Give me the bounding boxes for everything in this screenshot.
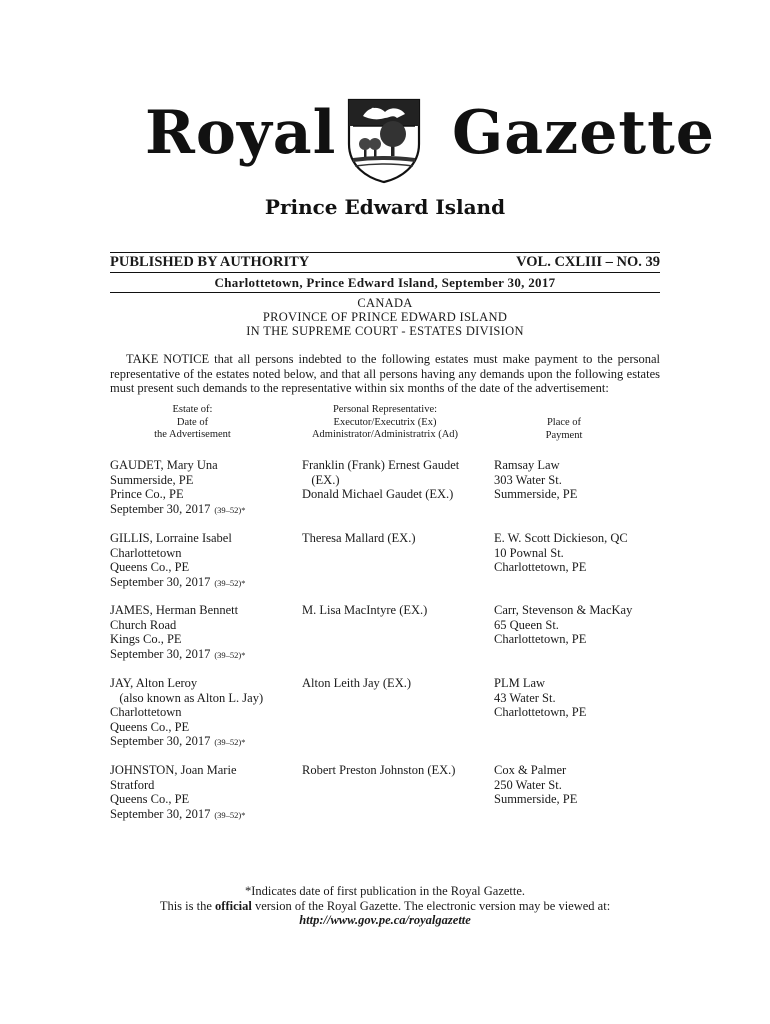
- representative-cell: [302, 763, 487, 778]
- payment-line: Charlottetown, PE: [494, 560, 587, 574]
- top-rule: [110, 252, 660, 253]
- column-header-representative-line: Personal Representative:: [332, 404, 438, 415]
- payment-line: Ramsay Law: [494, 458, 560, 472]
- payment-line: Summerside, PE: [494, 792, 578, 806]
- court-heading: [0, 296, 770, 338]
- estate-cell: [110, 676, 295, 750]
- estate-cell: [110, 458, 295, 517]
- payment-cell: [494, 603, 664, 647]
- payment-cell: [494, 763, 664, 807]
- representative-cell: [302, 458, 487, 502]
- heading-line-3: IN THE SUPREME COURT - ESTATES DIVISION: [246, 324, 524, 338]
- notice-paragraph: TAKE NOTICE that all persons indebted to the following estates must make payment to the personal representative of the estates noted below, and that all persons having any demands upon the following estates must present such demands to the representative within six months of the date of the advertisement:: [110, 352, 660, 395]
- bottom-rule: [110, 292, 660, 293]
- estate-cell: [110, 531, 295, 590]
- estate-line: Prince Co., PE: [110, 487, 184, 501]
- representative-line: Alton Leith Jay (EX.): [302, 676, 412, 690]
- masthead-subtitle: Prince Edward Island: [264, 195, 506, 219]
- publication-range: (39–52)*: [214, 649, 246, 660]
- authority-label: PUBLISHED BY AUTHORITY: [110, 254, 310, 270]
- payment-line: Charlottetown, PE: [494, 632, 587, 646]
- dateline: Charlottetown, Prince Edward Island, September 30, 2017: [214, 275, 556, 290]
- payment-line: 250 Water St.: [494, 777, 562, 792]
- column-header-estate: [110, 404, 275, 442]
- estate-line: Summerside, PE: [110, 472, 194, 487]
- representative-cell: [302, 531, 487, 546]
- representative-cell: [302, 676, 487, 691]
- footer-text: version of the Royal Gazette. The electronic version may be viewed at:: [251, 898, 611, 913]
- footer-text: This is the: [159, 898, 216, 913]
- publication-range: (39–52)*: [214, 809, 246, 820]
- heading-line-2: PROVINCE OF PRINCE EDWARD ISLAND: [262, 310, 508, 324]
- representative-line: (EX.): [302, 472, 340, 487]
- representative-line: Robert Preston Johnston (EX.): [302, 763, 456, 777]
- estate-line: Queens Co., PE: [110, 719, 190, 734]
- column-header-representative: [290, 404, 480, 442]
- estate-date: [110, 807, 295, 823]
- payment-line: 10 Pownal St.: [494, 545, 564, 560]
- column-header-payment-line: Place of: [546, 417, 582, 428]
- publication-range: (39–52)*: [214, 504, 246, 515]
- masthead: [0, 96, 770, 186]
- payment-line: Charlottetown, PE: [494, 705, 587, 719]
- representative-line: Theresa Mallard (EX.): [302, 531, 416, 545]
- payment-line: E. W. Scott Dickieson, QC: [494, 531, 628, 545]
- representative-line: Donald Michael Gaudet (EX.): [302, 487, 454, 501]
- estate-name: JAMES, Herman Bennett: [110, 603, 239, 617]
- column-header-estate-line: Date of: [176, 416, 209, 428]
- footer: [0, 884, 770, 928]
- estate-line: Kings Co., PE: [110, 632, 182, 646]
- column-header-representative-line: Administrator/Administratrix (Ad): [311, 429, 459, 440]
- masthead-title-right: Gazette: [452, 98, 715, 168]
- column-header-payment: [494, 417, 634, 442]
- column-header-payment-line: Payment: [545, 429, 583, 441]
- estate-line: Stratford: [110, 777, 155, 792]
- estate-name: JAY, Alton Leroy: [110, 676, 198, 690]
- estate-cell: [110, 603, 295, 662]
- representative-line: M. Lisa MacIntyre (EX.): [302, 603, 428, 617]
- estate-line: Queens Co., PE: [110, 560, 190, 574]
- representative-line: Franklin (Frank) Ernest Gaudet: [302, 458, 460, 472]
- estate-name: GAUDET, Mary Una: [110, 458, 218, 472]
- advertisement-date: September 30, 2017: [110, 734, 211, 748]
- advertisement-date: September 30, 2017: [110, 806, 211, 821]
- estate-date: [110, 575, 295, 591]
- payment-cell: [494, 458, 664, 502]
- payment-line: PLM Law: [494, 676, 546, 690]
- footer-note: *Indicates date of first publication in the Royal Gazette.: [244, 884, 526, 898]
- gazette-url-link[interactable]: http://www.gov.pe.ca/royalgazette: [299, 913, 471, 927]
- estate-line: (also known as Alton L. Jay): [110, 690, 264, 705]
- footer-official-line: [0, 899, 770, 914]
- estate-date: [110, 502, 295, 518]
- estate-line: Church Road: [110, 617, 177, 632]
- publication-range: (39–52)*: [214, 737, 246, 747]
- estate-cell: [110, 763, 295, 822]
- representative-cell: [302, 603, 487, 618]
- payment-cell: [494, 531, 664, 575]
- payment-line: Summerside, PE: [494, 487, 578, 501]
- advertisement-date: September 30, 2017: [110, 501, 211, 516]
- payment-line: 43 Water St.: [494, 690, 556, 705]
- heading-line-1: CANADA: [357, 296, 413, 310]
- advertisement-date: September 30, 2017: [110, 646, 211, 661]
- payment-line: 303 Water St.: [494, 472, 562, 487]
- estate-date: [110, 734, 295, 750]
- estate-line: Charlottetown: [110, 705, 182, 719]
- estate-line: Queens Co., PE: [110, 792, 190, 806]
- column-header-representative-line: Executor/Executrix (Ex): [333, 416, 437, 428]
- payment-cell: [494, 676, 664, 720]
- masthead-title-left: Royal: [145, 98, 337, 168]
- payment-line: 65 Queen St.: [494, 617, 559, 632]
- estate-name: JOHNSTON, Joan Marie: [110, 763, 237, 777]
- payment-line: Carr, Stevenson & MacKay: [494, 603, 633, 617]
- column-header-estate-line: the Advertisement: [154, 429, 231, 440]
- estate-date: [110, 647, 295, 663]
- footer-official-word: official: [215, 898, 252, 913]
- middle-rule: [110, 272, 660, 273]
- publication-range: (39–52)*: [214, 577, 246, 588]
- provincial-coat-of-arms-icon: [345, 96, 423, 184]
- column-header-estate-line: Estate of:: [172, 404, 213, 415]
- estate-line: Charlottetown: [110, 545, 182, 560]
- advertisement-date: September 30, 2017: [110, 574, 211, 589]
- payment-line: Cox & Palmer: [494, 763, 567, 777]
- volume-label: VOL. CXLIII – NO. 39: [516, 254, 660, 270]
- estate-name: GILLIS, Lorraine Isabel: [110, 531, 232, 545]
